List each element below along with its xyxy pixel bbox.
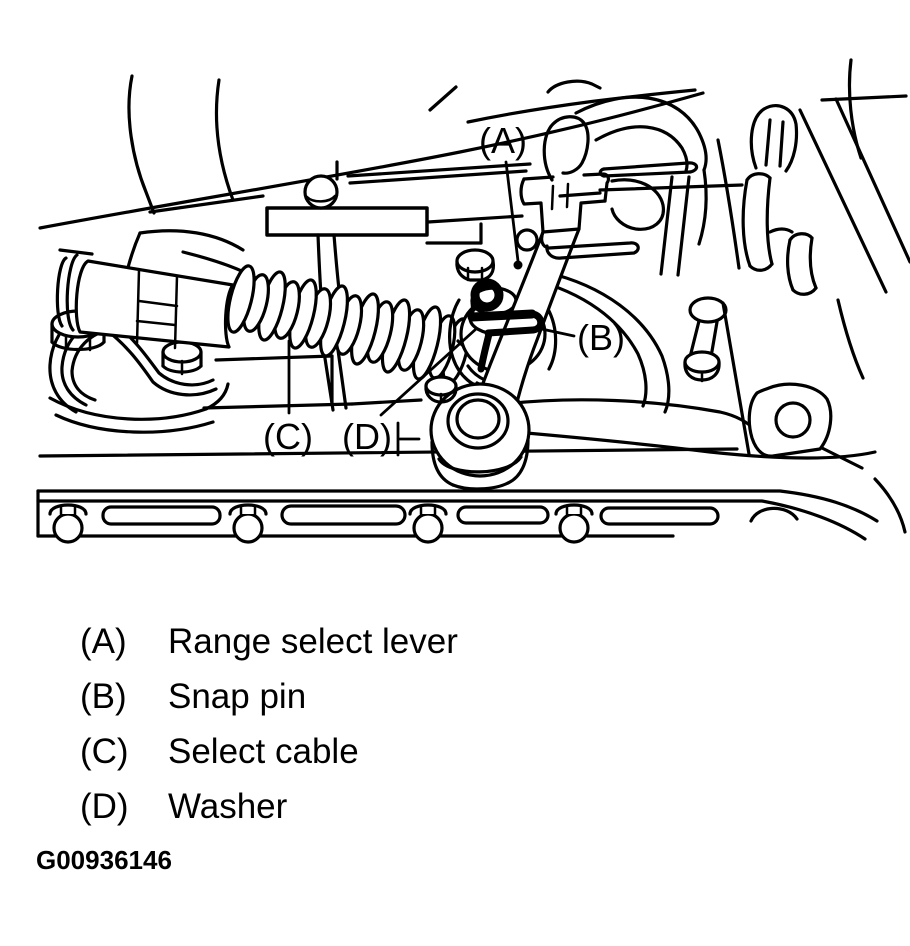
bolt-icon bbox=[457, 250, 494, 280]
figure-code: G00936146 bbox=[36, 845, 172, 875]
rail-bolt-icon bbox=[556, 505, 592, 542]
rail-bolt-icon bbox=[50, 505, 86, 542]
cover-pin-icon bbox=[690, 298, 726, 357]
leader-a-dot bbox=[514, 261, 523, 270]
lever-pivot-boss bbox=[431, 384, 529, 489]
legend-item-snap-pin bbox=[80, 677, 458, 732]
callout-d-label: (D) bbox=[342, 416, 392, 457]
legend-item-select-cable bbox=[80, 732, 458, 787]
lever-hole bbox=[517, 230, 537, 250]
callout-c-label: (C) bbox=[263, 416, 313, 457]
legend-label: Snap pin bbox=[168, 677, 307, 716]
cover-bolt-icon bbox=[685, 352, 719, 381]
cable-bellows bbox=[223, 263, 475, 385]
rail-slot bbox=[103, 507, 220, 524]
plate-bolt-icon bbox=[305, 176, 337, 208]
callout-b-label: (B) bbox=[577, 317, 625, 358]
legend-key: (B) bbox=[80, 677, 127, 716]
engine-background-lines bbox=[40, 76, 703, 228]
range-select-lever bbox=[470, 117, 663, 419]
rail-bolt-icon bbox=[410, 505, 446, 542]
rail-slot bbox=[282, 506, 405, 524]
rail-slot bbox=[458, 507, 548, 523]
legend-key: (A) bbox=[80, 622, 127, 661]
leader-a bbox=[506, 162, 518, 261]
cover-ear-hole bbox=[776, 403, 810, 437]
legend-label: Range select lever bbox=[168, 622, 458, 661]
legend-key: (C) bbox=[80, 732, 129, 771]
legend-label: Select cable bbox=[168, 732, 359, 771]
bracket-bolt-small-icon bbox=[163, 342, 201, 374]
callout-a-label: (A) bbox=[479, 120, 527, 161]
legend-key: (D) bbox=[80, 787, 129, 826]
legend bbox=[80, 622, 458, 842]
bolt-icon bbox=[426, 377, 456, 402]
legend-label: Washer bbox=[168, 787, 288, 826]
legend-item-range-select-lever bbox=[80, 622, 458, 677]
rail-bolt-icon bbox=[230, 505, 266, 542]
rail-slot bbox=[601, 508, 718, 524]
select-cable bbox=[57, 250, 477, 386]
legend-item-washer bbox=[80, 787, 458, 842]
